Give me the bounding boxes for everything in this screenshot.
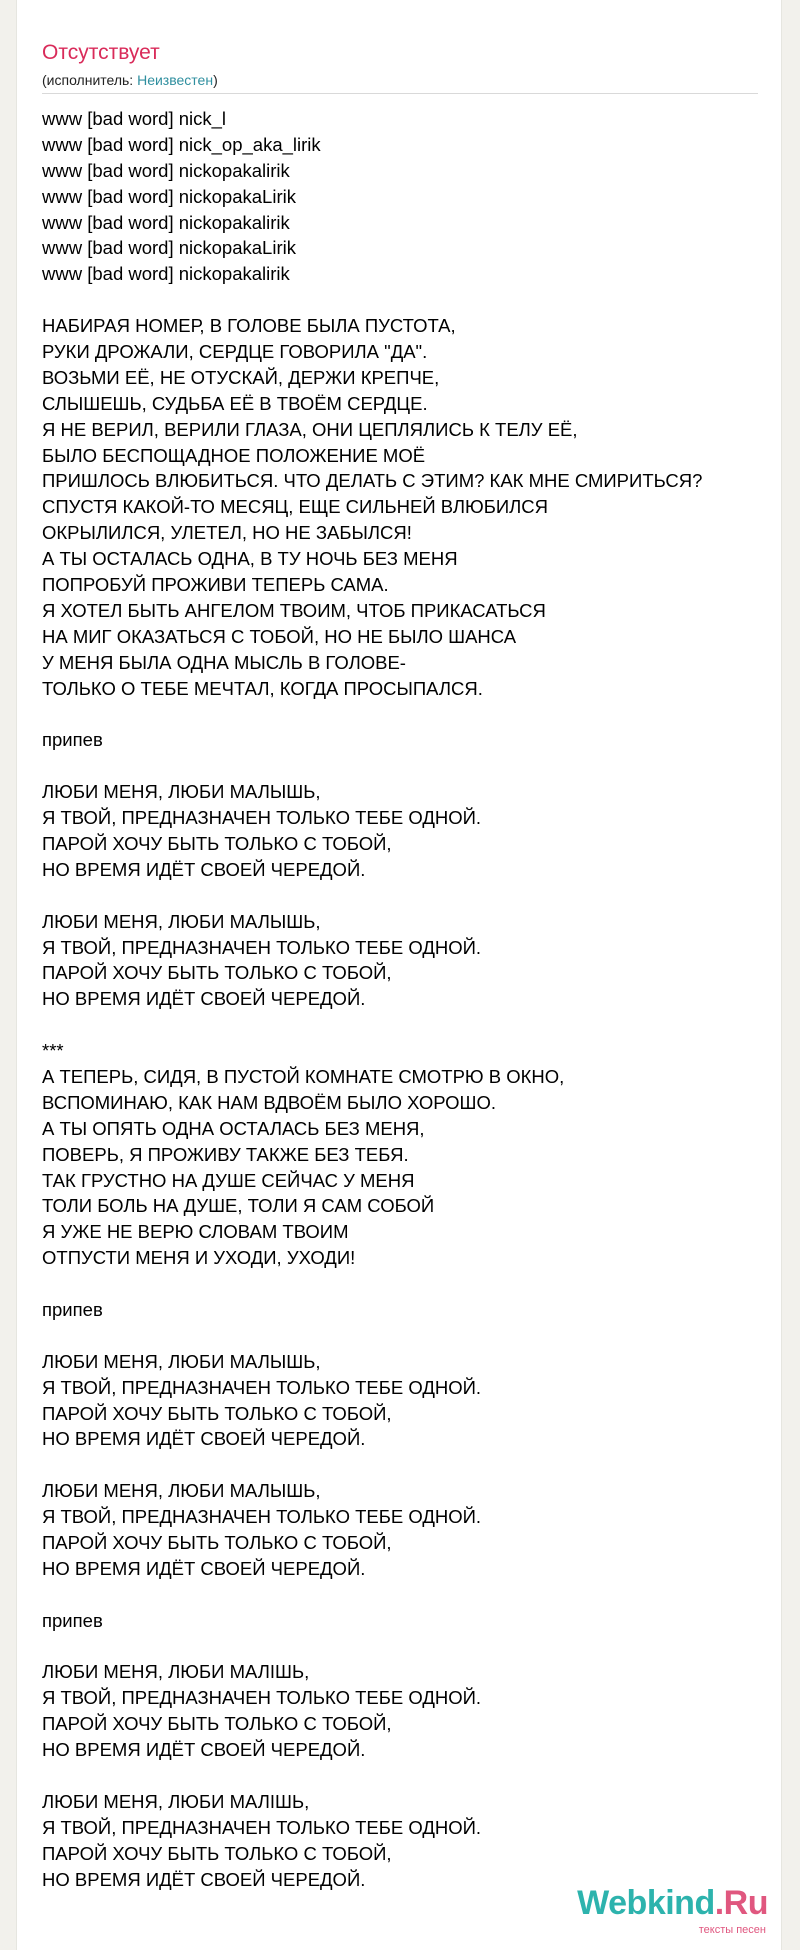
lyric-line: У МЕНЯ БЫЛА ОДНА МЫСЛЬ В ГОЛОВЕ-	[42, 651, 406, 673]
lyric-line: ПОПРОБУЙ ПРОЖИВИ ТЕПЕРЬ САМА.	[42, 574, 389, 596]
lyric-line: ЛЮБИ МЕНЯ, ЛЮБИ МАЛЫШЬ,	[42, 1480, 321, 1502]
lyric-line: ***	[42, 1040, 64, 1062]
lyric-line	[42, 1763, 777, 1789]
lyric-line: ОКРЫЛИЛСЯ, УЛЕТЕЛ, НО НЕ ЗАБЫЛСЯ!	[42, 522, 412, 544]
logo-tld: .Ru	[714, 1884, 768, 1922]
lyric-line: ПАРОЙ ХОЧУ БЫТЬ ТОЛЬКО С ТОБОЙ,	[42, 1531, 392, 1553]
header-divider	[42, 93, 758, 94]
lyric-line: А ТЕПЕРЬ, СИДЯ, В ПУСТОЙ КОМНАТЕ СМОТРЮ В ОКНО,	[42, 1065, 565, 1087]
lyric-line: www [bad word] nickopakalirik	[42, 263, 290, 285]
lyric-line	[42, 287, 777, 313]
lyric-line: НАБИРАЯ НОМЕР, В ГОЛОВЕ БЫЛА ПУСТОТА,	[42, 315, 456, 337]
lyric-line: Я НЕ ВЕРИЛ, ВЕРИЛИ ГЛАЗА, ОНИ ЦЕПЛЯЛИСЬ К ТЕЛУ ЕЁ,	[42, 418, 578, 440]
lyric-line: ТОЛИ БОЛЬ НА ДУШЕ, ТОЛИ Я САМ СОБОЙ	[42, 1195, 435, 1217]
lyric-line: НО ВРЕМЯ ИДЁТ СВОЕЙ ЧЕРЕДОЙ.	[42, 988, 366, 1010]
lyric-line: ПАРОЙ ХОЧУ БЫТЬ ТОЛЬКО С ТОБОЙ,	[42, 1402, 392, 1424]
lyric-line: Я ТВОЙ, ПРЕДНАЗНАЧЕН ТОЛЬКО ТЕБЕ ОДНОЙ.	[42, 1687, 482, 1709]
lyric-line: www [bad word] nickopakalirik	[42, 211, 290, 233]
lyric-line: www [bad word] nick_op_aka_lirik	[42, 133, 321, 155]
lyric-line: Я ХОТЕЛ БЫТЬ АНГЕЛОМ ТВОИМ, ЧТОБ ПРИКАСАТЬСЯ	[42, 599, 546, 621]
song-meta	[42, 73, 218, 87]
lyric-line: ПАРОЙ ХОЧУ БЫТЬ ТОЛЬКО С ТОБОЙ,	[42, 1713, 392, 1735]
lyric-line: ЛЮБИ МЕНЯ, ЛЮБИ МАЛЫШЬ,	[42, 1350, 321, 1372]
lyric-line: Я ТВОЙ, ПРЕДНАЗНАЧЕН ТОЛЬКО ТЕБЕ ОДНОЙ.	[42, 936, 482, 958]
lyric-line: припев	[42, 1298, 103, 1320]
lyric-line: ВСПОМИНАЮ, КАК НАМ ВДВОЁМ БЫЛО ХОРОШО.	[42, 1091, 497, 1113]
lyric-line	[42, 701, 777, 727]
lyric-line: НО ВРЕМЯ ИДЁТ СВОЕЙ ЧЕРЕДОЙ.	[42, 1428, 366, 1450]
lyric-line: А ТЫ ОПЯТЬ ОДНА ОСТАЛАСЬ БЕЗ МЕНЯ,	[42, 1117, 425, 1139]
lyric-line: ПАРОЙ ХОЧУ БЫТЬ ТОЛЬКО С ТОБОЙ,	[42, 832, 392, 854]
lyric-line: ПОВЕРЬ, Я ПРОЖИВУ ТАКЖЕ БЕЗ ТЕБЯ.	[42, 1143, 409, 1165]
meta-prefix: (исполнитель:	[42, 72, 138, 88]
lyric-line	[42, 1012, 777, 1038]
lyric-line	[42, 1634, 777, 1660]
lyric-line	[42, 753, 777, 779]
lyric-line: НО ВРЕМЯ ИДЁТ СВОЕЙ ЧЕРЕДОЙ.	[42, 1739, 366, 1761]
lyric-line: ВОЗЬМИ ЕЁ, НЕ ОТУСКАЙ, ДЕРЖИ КРЕПЧЕ,	[42, 366, 440, 388]
lyrics-text	[42, 106, 777, 1892]
song-title: Отсутствует	[42, 41, 160, 64]
lyric-line: НА МИГ ОКАЗАТЬСЯ С ТОБОЙ, НО НЕ БЫЛО ШАНСА	[42, 625, 517, 647]
lyric-line: Я ТВОЙ, ПРЕДНАЗНАЧЕН ТОЛЬКО ТЕБЕ ОДНОЙ.	[42, 1816, 482, 1838]
lyric-line: припев	[42, 1609, 103, 1631]
lyric-line: Я ТВОЙ, ПРЕДНАЗНАЧЕН ТОЛЬКО ТЕБЕ ОДНОЙ.	[42, 1376, 482, 1398]
lyric-line: НО ВРЕМЯ ИДЁТ СВОЕЙ ЧЕРЕДОЙ.	[42, 858, 366, 880]
lyric-line: СЛЫШЕШЬ, СУДЬБА ЕЁ В ТВОЁМ СЕРДЦЕ.	[42, 392, 428, 414]
lyric-line: БЫЛО БЕСПОЩАДНОЕ ПОЛОЖЕНИЕ МОЁ	[42, 444, 426, 466]
lyric-line	[42, 1452, 777, 1478]
lyric-line	[42, 1271, 777, 1297]
site-logo[interactable]	[566, 1886, 776, 1946]
lyric-line: www [bad word] nickopakaLirik	[42, 185, 296, 207]
lyric-line: ПАРОЙ ХОЧУ БЫТЬ ТОЛЬКО С ТОБОЙ,	[42, 1842, 392, 1864]
meta-suffix: )	[213, 72, 218, 88]
logo-tagline: тексты песен	[698, 1924, 766, 1936]
lyric-line: НО ВРЕМЯ ИДЁТ СВОЕЙ ЧЕРЕДОЙ.	[42, 1557, 366, 1579]
lyric-line: СПУСТЯ КАКОЙ-ТО МЕСЯЦ, ЕЩЕ СИЛЬНЕЙ ВЛЮБИЛСЯ	[42, 496, 549, 518]
lyric-line: ОТПУСТИ МЕНЯ И УХОДИ, УХОДИ!	[42, 1247, 356, 1269]
lyric-line: ТАК ГРУСТНО НА ДУШЕ СЕЙЧАС У МЕНЯ	[42, 1169, 415, 1191]
lyric-line: www [bad word] nickopakaLirik	[42, 237, 296, 259]
lyric-line: А ТЫ ОСТАЛАСЬ ОДНА, В ТУ НОЧЬ БЕЗ МЕНЯ	[42, 548, 458, 570]
lyric-line: www [bad word] nickopakalirik	[42, 159, 290, 181]
lyric-line: Я ТВОЙ, ПРЕДНАЗНАЧЕН ТОЛЬКО ТЕБЕ ОДНОЙ.	[42, 807, 482, 829]
lyric-line: РУКИ ДРОЖАЛИ, СЕРДЦЕ ГОВОРИЛА "ДА".	[42, 341, 428, 363]
lyric-line	[42, 1582, 777, 1608]
lyric-line: ТОЛЬКО О ТЕБЕ МЕЧТАЛ, КОГДА ПРОСЫПАЛСЯ.	[42, 677, 483, 699]
artist-link[interactable]: Неизвестен	[137, 72, 214, 88]
lyric-line: НО ВРЕМЯ ИДЁТ СВОЕЙ ЧЕРЕДОЙ.	[42, 1868, 366, 1890]
logo-wordmark	[577, 1886, 768, 1920]
lyric-line: ЛЮБИ МЕНЯ, ЛЮБИ МАЛІШЬ,	[42, 1790, 310, 1812]
lyric-line: ЛЮБИ МЕНЯ, ЛЮБИ МАЛІШЬ,	[42, 1661, 310, 1683]
lyric-line: www [bad word] nick_l	[42, 108, 227, 129]
lyric-line: ПРИШЛОСЬ ВЛЮБИТЬСЯ. ЧТО ДЕЛАТЬ С ЭТИМ? КАК МНЕ СМИРИТЬСЯ?	[42, 470, 703, 492]
lyric-line: Я УЖЕ НЕ ВЕРЮ СЛОВАМ ТВОИМ	[42, 1221, 349, 1243]
lyric-line: припев	[42, 729, 103, 751]
lyric-line	[42, 883, 777, 909]
lyric-line: ПАРОЙ ХОЧУ БЫТЬ ТОЛЬКО С ТОБОЙ,	[42, 962, 392, 984]
lyric-line: ЛЮБИ МЕНЯ, ЛЮБИ МАЛЫШЬ,	[42, 910, 321, 932]
lyric-line	[42, 1323, 777, 1349]
lyric-line: Я ТВОЙ, ПРЕДНАЗНАЧЕН ТОЛЬКО ТЕБЕ ОДНОЙ.	[42, 1506, 482, 1528]
logo-name: Webkind	[577, 1884, 715, 1922]
lyric-line: ЛЮБИ МЕНЯ, ЛЮБИ МАЛЫШЬ,	[42, 781, 321, 803]
page-sheet	[16, 0, 782, 1950]
